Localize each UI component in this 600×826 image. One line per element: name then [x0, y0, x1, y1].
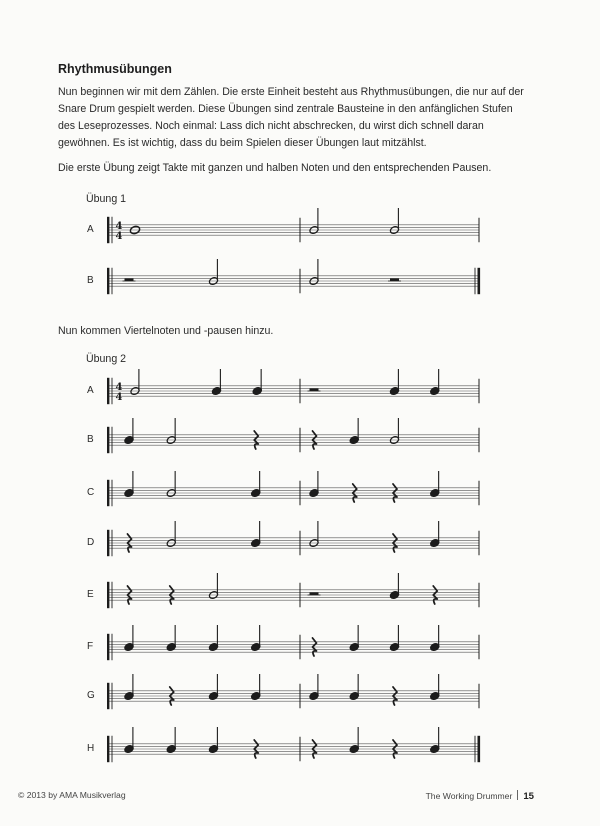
page-footer	[426, 790, 534, 802]
book-title: The Working Drummer	[425, 791, 513, 801]
time-signature-top: 4	[115, 221, 123, 232]
staff-row	[0, 473, 600, 513]
start-thick-bar	[107, 427, 109, 453]
start-thick-bar	[107, 530, 109, 556]
footer-divider	[517, 790, 518, 800]
end-thick-bar	[478, 736, 481, 762]
start-thick-bar	[107, 683, 109, 709]
music-symbol	[123, 278, 136, 281]
music-symbol	[208, 573, 218, 600]
staff-lines	[107, 276, 479, 286]
row-label: A	[87, 224, 94, 235]
music-symbol	[208, 674, 218, 701]
staff-lines	[107, 691, 479, 701]
time-signature-bottom: 4	[115, 231, 123, 242]
music-symbol	[208, 259, 218, 286]
row-label: B	[87, 434, 94, 445]
music-symbol	[252, 369, 262, 396]
music-symbol	[166, 625, 176, 652]
music-symbol	[389, 369, 399, 396]
exercise1-intro: Die erste Übung zeigt Takte mit ganzen und halben Noten und den entsprechenden Pausen.	[58, 162, 492, 174]
start-thick-bar	[107, 736, 109, 762]
music-symbol	[208, 625, 218, 652]
exercise2-title: Übung 2	[86, 353, 127, 365]
music-symbol	[124, 471, 134, 498]
staff-lines	[107, 538, 479, 548]
staff-row	[0, 676, 600, 716]
start-thick-bar	[107, 217, 109, 243]
staff-row	[0, 371, 600, 411]
music-symbol	[349, 418, 359, 445]
music-symbol	[389, 418, 399, 445]
exercise1-title: Übung 1	[86, 193, 127, 205]
start-thick-bar	[107, 268, 109, 294]
intro-paragraph: Nun beginnen wir mit dem Zählen. Die erste Einheit besteht aus Rhythmusübungen, die nur auf der Snare Drum gespielt werden. Diese Übungen sind zentrale Bausteine in den anfänglichen Stufen des Leseprozesses. Noch einmal: Lass dich nicht abschrecken, du wirst dich schnell daran gewöhnen. Es ist wichtig, dass du beim Spielen dieser Übungen laut mitzählst.	[58, 86, 524, 149]
row-label: C	[87, 487, 95, 498]
music-symbol	[389, 208, 399, 235]
staff-lines	[107, 386, 479, 396]
music-symbol	[251, 521, 261, 548]
staff-row	[0, 627, 600, 667]
exercise2-intro: Nun kommen Viertelnoten und -pausen hinzu.	[58, 325, 274, 337]
start-thick-bar	[107, 634, 109, 660]
music-symbol	[166, 727, 176, 754]
start-thick-bar	[107, 378, 109, 404]
music-symbol	[211, 369, 221, 396]
music-symbol	[349, 674, 359, 701]
music-symbol	[166, 418, 176, 445]
music-symbol	[251, 471, 261, 498]
music-symbol	[430, 674, 440, 701]
music-symbol	[430, 727, 440, 754]
music-symbol	[166, 471, 176, 498]
music-symbol	[166, 521, 176, 548]
music-symbol	[130, 369, 140, 396]
row-label: A	[87, 385, 94, 396]
staff-row	[0, 420, 600, 460]
staff-row	[0, 523, 600, 563]
music-symbol	[309, 674, 319, 701]
music-symbol	[349, 727, 359, 754]
time-signature-top: 4	[115, 382, 123, 393]
music-symbol	[308, 388, 321, 391]
staff-row	[0, 575, 600, 615]
music-symbol	[124, 727, 134, 754]
music-symbol	[208, 727, 218, 754]
row-label: D	[87, 537, 95, 548]
music-symbol	[389, 625, 399, 652]
time-signature-bottom: 4	[115, 392, 123, 403]
staff-lines	[107, 590, 479, 600]
staff-row	[0, 729, 600, 769]
staff-lines	[107, 744, 479, 754]
staff-lines	[107, 225, 479, 235]
row-label: F	[87, 641, 94, 652]
music-symbol	[309, 259, 319, 286]
music-symbol	[309, 471, 319, 498]
music-symbol	[430, 471, 440, 498]
music-symbol	[124, 625, 134, 652]
music-symbol	[430, 369, 440, 396]
row-label: H	[87, 743, 95, 754]
start-thick-bar	[107, 480, 109, 506]
start-thick-bar	[107, 582, 109, 608]
staff-row	[0, 261, 600, 301]
staff-lines	[107, 642, 479, 652]
section-heading: Rhythmusübungen	[58, 62, 172, 76]
row-label: E	[87, 589, 94, 600]
music-symbol	[349, 625, 359, 652]
music-symbol	[309, 208, 319, 235]
music-symbol	[124, 674, 134, 701]
page-number: 15	[523, 791, 534, 802]
music-symbol	[389, 573, 399, 600]
music-symbol	[251, 674, 261, 701]
music-symbol	[124, 418, 134, 445]
music-symbol	[309, 521, 319, 548]
row-label: G	[87, 690, 95, 701]
copyright-notice: © 2013 by AMA Musikverlag	[18, 790, 126, 800]
music-symbol	[388, 278, 401, 281]
staff-lines	[107, 435, 479, 445]
music-symbol	[430, 625, 440, 652]
staff-row	[0, 210, 600, 250]
music-symbol	[430, 521, 440, 548]
staff-lines	[107, 488, 479, 498]
row-label: B	[87, 275, 94, 286]
music-symbol	[251, 625, 261, 652]
music-symbol	[308, 592, 321, 595]
end-thick-bar	[478, 268, 481, 294]
